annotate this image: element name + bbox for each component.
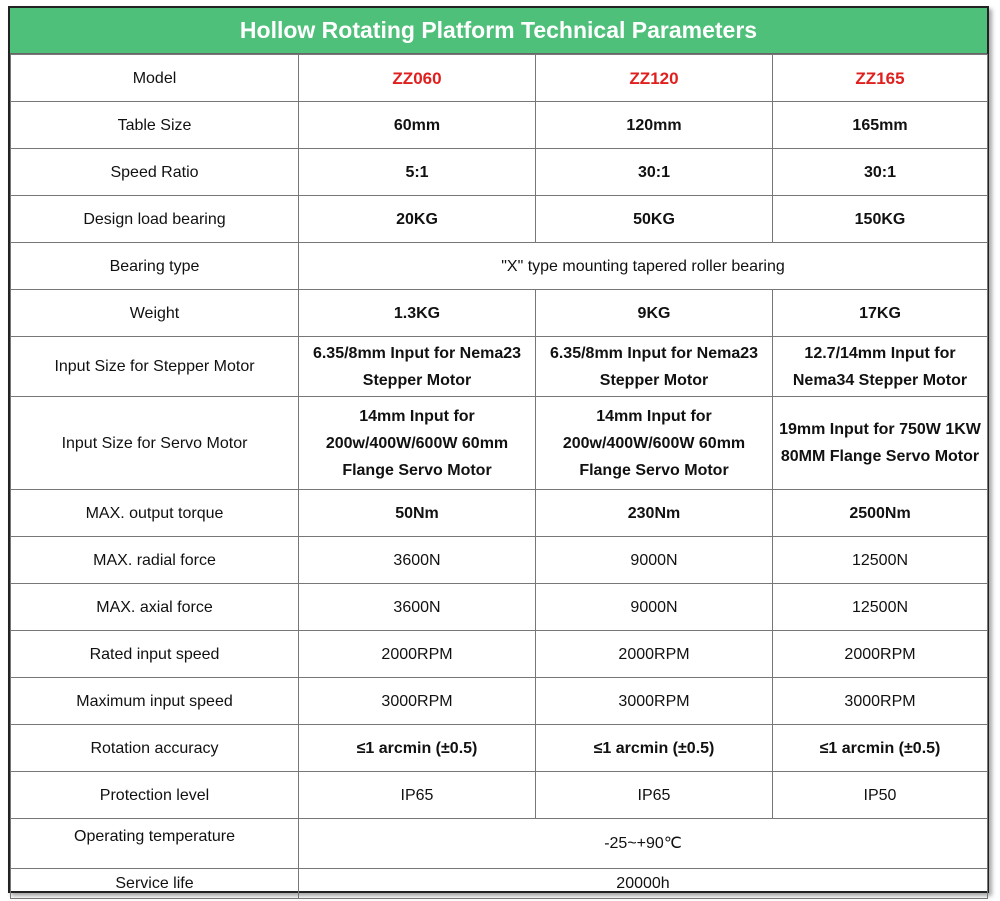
table-row	[11, 490, 988, 537]
table-row-model	[11, 55, 988, 102]
spec-table	[10, 54, 988, 899]
merged-cell: "X" type mounting tapered roller bearing	[299, 243, 988, 290]
table-row	[11, 819, 988, 869]
table-cell: ≤1 arcmin (±0.5)	[773, 725, 988, 772]
merged-cell: -25~+90℃	[299, 819, 988, 869]
table-cell: 2500Nm	[773, 490, 988, 537]
model-name: ZZ165	[773, 55, 988, 102]
table-row	[11, 584, 988, 631]
row-label: Input Size for Stepper Motor	[11, 337, 299, 397]
model-name: ZZ120	[536, 55, 773, 102]
table-cell: 2000RPM	[536, 631, 773, 678]
table-row	[11, 537, 988, 584]
row-label: Input Size for Servo Motor	[11, 397, 299, 490]
table-cell: 3600N	[299, 584, 536, 631]
table-row	[11, 772, 988, 819]
table-cell: 165mm	[773, 102, 988, 149]
row-label: MAX. axial force	[11, 584, 299, 631]
row-label: Speed Ratio	[11, 149, 299, 196]
table-row	[11, 397, 988, 490]
table-cell: 12500N	[773, 584, 988, 631]
table-row	[11, 102, 988, 149]
table-cell: IP65	[536, 772, 773, 819]
table-cell: 230Nm	[536, 490, 773, 537]
table-cell: 2000RPM	[299, 631, 536, 678]
table-cell: 6.35/8mm Input for Nema23 Stepper Motor	[299, 337, 536, 397]
table-row	[11, 678, 988, 725]
table-cell: 2000RPM	[773, 631, 988, 678]
table-cell: 12500N	[773, 537, 988, 584]
row-label: Rated input speed	[11, 631, 299, 678]
row-label: Operating temperature	[11, 819, 299, 869]
table-cell: 20KG	[299, 196, 536, 243]
table-cell: 3000RPM	[299, 678, 536, 725]
table-cell: 5:1	[299, 149, 536, 196]
row-label: Maximum input speed	[11, 678, 299, 725]
model-name: ZZ060	[299, 55, 536, 102]
table-cell: 120mm	[536, 102, 773, 149]
table-cell: 14mm Input for 200w/400W/600W 60mm Flange Servo Motor	[299, 397, 536, 490]
table-cell: 19mm Input for 750W 1KW 80MM Flange Servo Motor	[773, 397, 988, 490]
table-cell: 3000RPM	[773, 678, 988, 725]
row-label: Rotation accuracy	[11, 725, 299, 772]
row-label: Bearing type	[11, 243, 299, 290]
table-cell: 50KG	[536, 196, 773, 243]
row-label: Design load bearing	[11, 196, 299, 243]
table-row	[11, 869, 988, 899]
table-cell: 3000RPM	[536, 678, 773, 725]
table-row	[11, 337, 988, 397]
table-cell: 3600N	[299, 537, 536, 584]
table-cell: 9KG	[536, 290, 773, 337]
table-cell: 12.7/14mm Input for Nema34 Stepper Motor	[773, 337, 988, 397]
table-title: Hollow Rotating Platform Technical Parameters	[10, 8, 987, 54]
table-cell: 17KG	[773, 290, 988, 337]
table-cell: 14mm Input for 200w/400W/600W 60mm Flange Servo Motor	[536, 397, 773, 490]
table-cell: 30:1	[536, 149, 773, 196]
row-label: Model	[11, 55, 299, 102]
table-cell: 30:1	[773, 149, 988, 196]
table-row	[11, 290, 988, 337]
table-row	[11, 243, 988, 290]
row-label: Weight	[11, 290, 299, 337]
spec-sheet	[8, 6, 989, 893]
table-cell: 50Nm	[299, 490, 536, 537]
row-label: MAX. radial force	[11, 537, 299, 584]
table-row	[11, 631, 988, 678]
table-cell: IP50	[773, 772, 988, 819]
table-row	[11, 196, 988, 243]
table-cell: ≤1 arcmin (±0.5)	[299, 725, 536, 772]
table-cell: 1.3KG	[299, 290, 536, 337]
table-cell: 9000N	[536, 584, 773, 631]
table-row	[11, 149, 988, 196]
table-cell: 150KG	[773, 196, 988, 243]
table-cell: 60mm	[299, 102, 536, 149]
row-label: Service life	[11, 869, 299, 899]
merged-cell: 20000h	[299, 869, 988, 899]
table-cell: 9000N	[536, 537, 773, 584]
table-cell: IP65	[299, 772, 536, 819]
table-row	[11, 725, 988, 772]
row-label: Protection level	[11, 772, 299, 819]
table-cell: ≤1 arcmin (±0.5)	[536, 725, 773, 772]
row-label: MAX. output torque	[11, 490, 299, 537]
table-cell: 6.35/8mm Input for Nema23 Stepper Motor	[536, 337, 773, 397]
row-label: Table Size	[11, 102, 299, 149]
